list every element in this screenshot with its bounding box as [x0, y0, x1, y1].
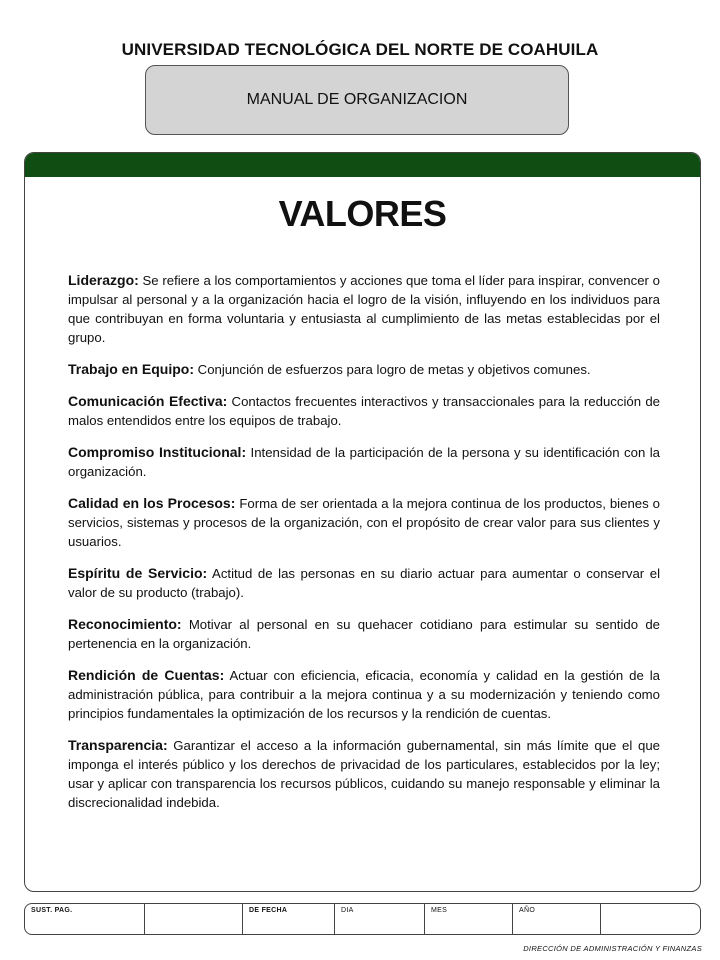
value-term: Rendición de Cuentas: [68, 667, 225, 683]
value-text: Garantizar el acceso a la información gubernamental, sin más límite que el que imponga el interés público y los derechos de privacidad de los particulares, establecidos por la ley; usar y aplicar con transparencia los recursos públicos, cuidando su manejo responsable y eliminar la discrecionalidad indebida. [68, 738, 660, 810]
mes-label: MES [425, 904, 513, 934]
value-item [68, 443, 660, 481]
value-text: Actitud de las personas en su diario actuar para aumentar o conservar el valor de su producto (trabajo). [68, 566, 661, 600]
dia-label: DIA [335, 904, 425, 934]
sust-pag-label: SUST. PAG. [25, 904, 145, 934]
value-term: Reconocimiento: [68, 616, 182, 632]
value-text: Intensidad de la participación de la persona y su identificación con la organización. [68, 445, 660, 479]
value-text: Forma de ser orientada a la mejora continua de los productos, bienes o servicios, sistemas y procesos de la organización, con el propósito de crear valor para sus clientes y usuarios. [68, 496, 661, 549]
value-item [68, 360, 660, 379]
value-item [68, 494, 660, 551]
footer-empty-cell [601, 904, 700, 934]
footer-note: DIRECCIÓN DE ADMINISTRACIÓN Y FINANZAS [523, 944, 702, 953]
university-title: UNIVERSIDAD TECNOLÓGICA DEL NORTE DE COAHUILA [121, 40, 599, 59]
manual-title: MANUAL DE ORGANIZACION [246, 91, 468, 108]
footer-table [24, 903, 701, 935]
value-item [68, 615, 660, 653]
value-term: Transparencia: [68, 737, 168, 753]
value-item [68, 392, 660, 430]
value-item [68, 271, 660, 347]
value-term: Compromiso Institucional: [68, 444, 247, 460]
value-term: Liderazgo: [68, 272, 139, 288]
value-term: Trabajo en Equipo: [68, 361, 195, 377]
de-fecha-label: DE FECHA [243, 904, 335, 934]
green-header-band [25, 153, 700, 177]
value-item [68, 564, 660, 602]
value-term: Espíritu de Servicio: [68, 565, 208, 581]
content-panel [24, 152, 701, 892]
manual-title-box [145, 65, 569, 135]
sust-pag-value [145, 904, 243, 934]
value-text: Actuar con eficiencia, eficacia, economía y calidad en la gestión de la administración pública, para contribuir a la mejora continua y a su modernización y teniendo como principios fundamentales la optimización de los recursos y la rendición de cuentas. [68, 668, 661, 721]
section-title: VALORES [278, 193, 447, 234]
values-list [68, 271, 660, 825]
value-term: Calidad en los Procesos: [68, 495, 236, 511]
value-term: Comunicación Efectiva: [68, 393, 228, 409]
value-text: Se refiere a los comportamientos y acciones que toma el líder para inspirar, convencer o impulsar al personal y a la organización hacia el logro de la visión, influyendo en los individuos para que contribuyan en forma voluntaria y entusiasta al cumplimiento de las metas establecidas por el grupo. [68, 273, 660, 345]
value-text: Motivar al personal en su quehacer cotidiano para estimular su sentido de pertenencia en la organización. [68, 617, 660, 651]
anio-label: AÑO [513, 904, 601, 934]
value-item [68, 666, 660, 723]
value-item [68, 736, 660, 812]
value-text: Contactos frecuentes interactivos y transaccionales para la reducción de malos entendidos entre los equipos de trabajo. [68, 394, 660, 428]
value-text: Conjunción de esfuerzos para logro de metas y objetivos comunes. [194, 362, 591, 377]
